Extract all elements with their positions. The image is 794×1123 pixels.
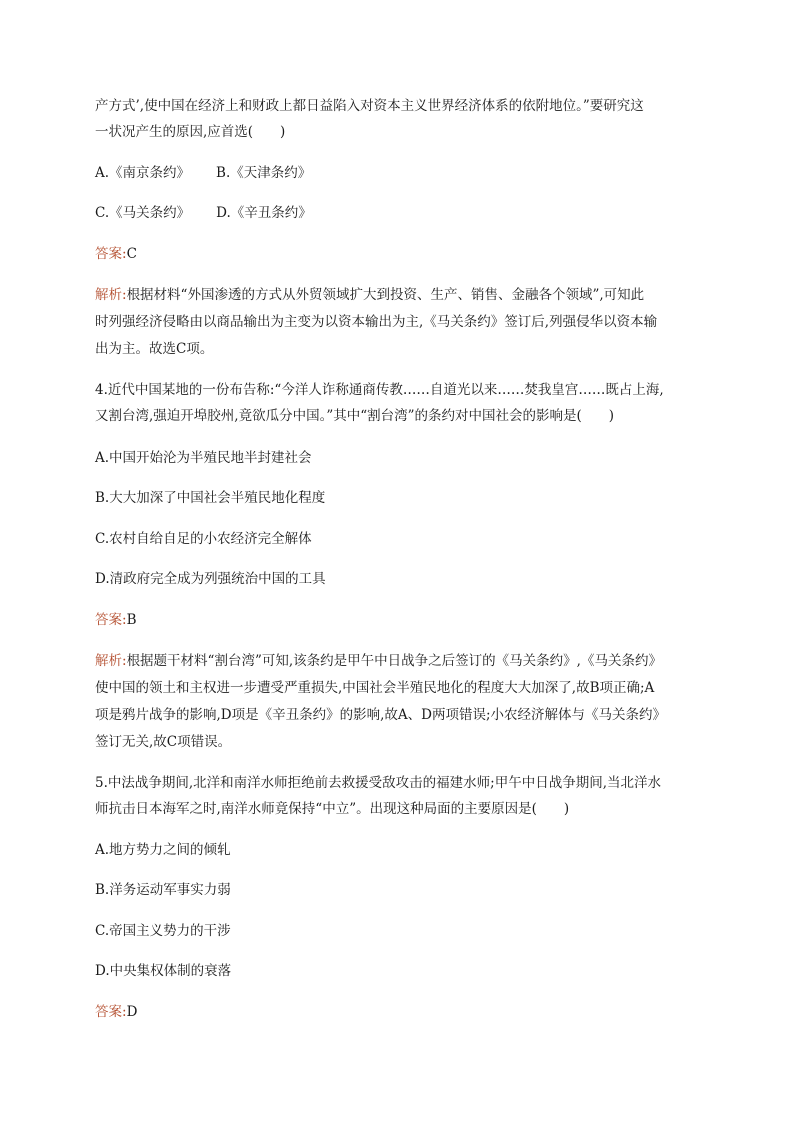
q4-answer-label: 答案:	[95, 612, 127, 628]
q3-stem-line-1: 产方式’,使中国在经济上和财政上都日益陷入对资本主义世界经济体系的依附地位。”要研究这	[95, 98, 644, 114]
q4-answer	[95, 610, 136, 630]
q5-option-a: A.地方势力之间的倾轧	[95, 842, 231, 858]
q3-analysis-line-2: 时列强经济侵略由以商品输出为主变为以资本输出为主,《马关条约》签订后,列强侵华以资本输	[95, 314, 658, 330]
q5-option-b: B.洋务运动军事实力弱	[95, 882, 231, 898]
q4-option-d: D.清政府完全成为列强统治中国的工具	[95, 571, 326, 587]
q3-answer-label: 答案:	[95, 246, 127, 262]
q3-analysis-label: 解析:	[95, 287, 127, 303]
q4-analysis-line-4: 签订无关,故C项错误。	[95, 734, 232, 750]
q3-analysis-text-1: 根据材料“外国渗透的方式从外贸领域扩大到投资、生产、销售、金融各个领域”,可知此	[126, 287, 645, 303]
q3-option-c: C.《马关条约》	[95, 205, 191, 221]
q3-option-a: A.《南京条约》	[95, 165, 191, 181]
q5-answer	[95, 1002, 137, 1022]
q4-analysis-line-3: 项是鸦片战争的影响,D项是《辛丑条约》的影响,故A、D两项错误;小农经济解体与《马关条约》	[95, 707, 667, 723]
q4-analysis-line-1	[95, 651, 662, 671]
q4-answer-value: B	[126, 612, 137, 628]
q3-stem-line-2: 一状况产生的原因,应首选( )	[95, 124, 286, 140]
q3-option-b: B.《天津条约》	[216, 165, 312, 181]
q3-options-row-1	[95, 163, 311, 183]
q3-analysis-line-3: 出为主。故选C项。	[95, 341, 214, 357]
q4-option-a: A.中国开始沦为半殖民地半封建社会	[95, 450, 312, 466]
q3-answer-value: C	[126, 246, 137, 262]
q4-stem-line-1: 4.近代中国某地的一份布告称:“今洋人诈称通商传教……自道光以来……焚我皇宫……既占上海,	[95, 382, 664, 398]
q3-answer	[95, 244, 137, 264]
q5-stem-line-1: 5.中法战争期间,北洋和南洋水师拒绝前去救援受敌攻击的福建水师;甲午中日战争期间,当北洋水	[95, 775, 662, 791]
q4-analysis-label: 解析:	[95, 653, 127, 669]
q5-stem-line-2: 师抗击日本海军之时,南洋水师竟保持“中立”。出现这种局面的主要原因是( )	[95, 801, 570, 817]
q5-option-c: C.帝国主义势力的干涉	[95, 923, 231, 939]
q3-options-row-2	[95, 203, 312, 223]
q4-analysis-text-1: 根据题干材料“割台湾”可知,该条约是甲午中日战争之后签订的《马关条约》,《马关条约》	[126, 653, 662, 669]
q5-answer-label: 答案:	[95, 1004, 127, 1020]
q3-analysis-line-1	[95, 285, 644, 305]
q4-option-b: B.大大加深了中国社会半殖民地化程度	[95, 490, 326, 506]
q4-option-c: C.农村自给自足的小农经济完全解体	[95, 531, 312, 547]
q4-stem-line-2: 又割台湾,强迫开埠胶州,竟欲瓜分中国。”其中“割台湾”的条约对中国社会的影响是( )	[95, 408, 615, 424]
q4-analysis-line-2: 使中国的领土和主权进一步遭受严重损失,中国社会半殖民地化的程度大大加深了,故B项正确;A	[95, 680, 655, 696]
q5-answer-value: D	[126, 1004, 138, 1020]
q5-option-d: D.中央集权体制的衰落	[95, 963, 232, 979]
q3-option-d: D.《辛丑条约》	[216, 205, 312, 221]
